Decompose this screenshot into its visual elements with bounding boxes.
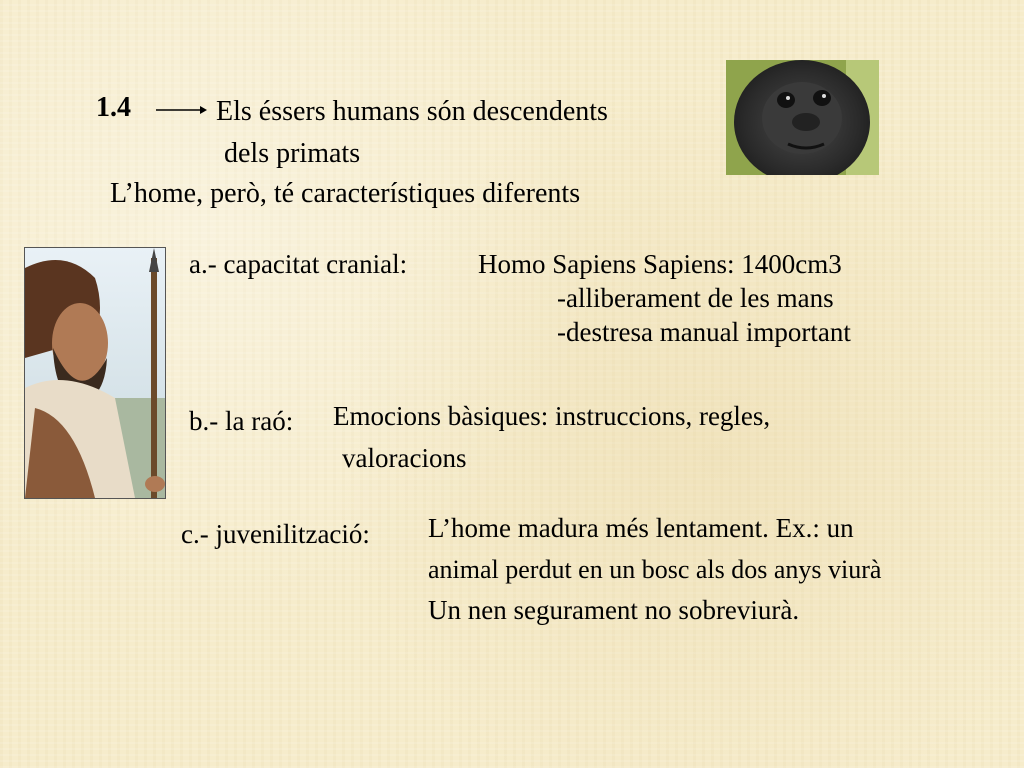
slide-number: 1.4 xyxy=(96,92,131,123)
item-b-text-2: valoracions xyxy=(342,443,467,473)
item-c-label: c.- juvenilització: xyxy=(181,519,370,549)
caveman-photo xyxy=(24,247,166,499)
item-c-text-1: L’home madura més lentament. Ex.: un xyxy=(428,513,854,543)
item-b-label: b.- la raó: xyxy=(189,406,294,436)
item-a-text-2: -alliberament de les mans xyxy=(557,283,834,313)
item-c-text-3: Un nen segurament no sobreviurà. xyxy=(428,595,800,625)
monkey-photo xyxy=(726,60,879,175)
arrow-icon xyxy=(156,104,208,116)
item-a-text-3: -destresa manual important xyxy=(557,317,851,347)
item-a-text-1: Homo Sapiens Sapiens: 1400cm3 xyxy=(478,249,842,279)
item-c-text-2: animal perdut en un bosc als dos anys viurà xyxy=(428,555,882,584)
item-a-label: a.- capacitat cranial: xyxy=(189,249,408,279)
item-b-text-1: Emocions bàsiques: instruccions, regles, xyxy=(333,401,771,431)
intro-line-1: Els éssers humans són descendents xyxy=(216,96,608,127)
intro-line-3: L’home, però, té característiques diferents xyxy=(110,178,581,209)
intro-line-2: dels primats xyxy=(224,138,361,169)
